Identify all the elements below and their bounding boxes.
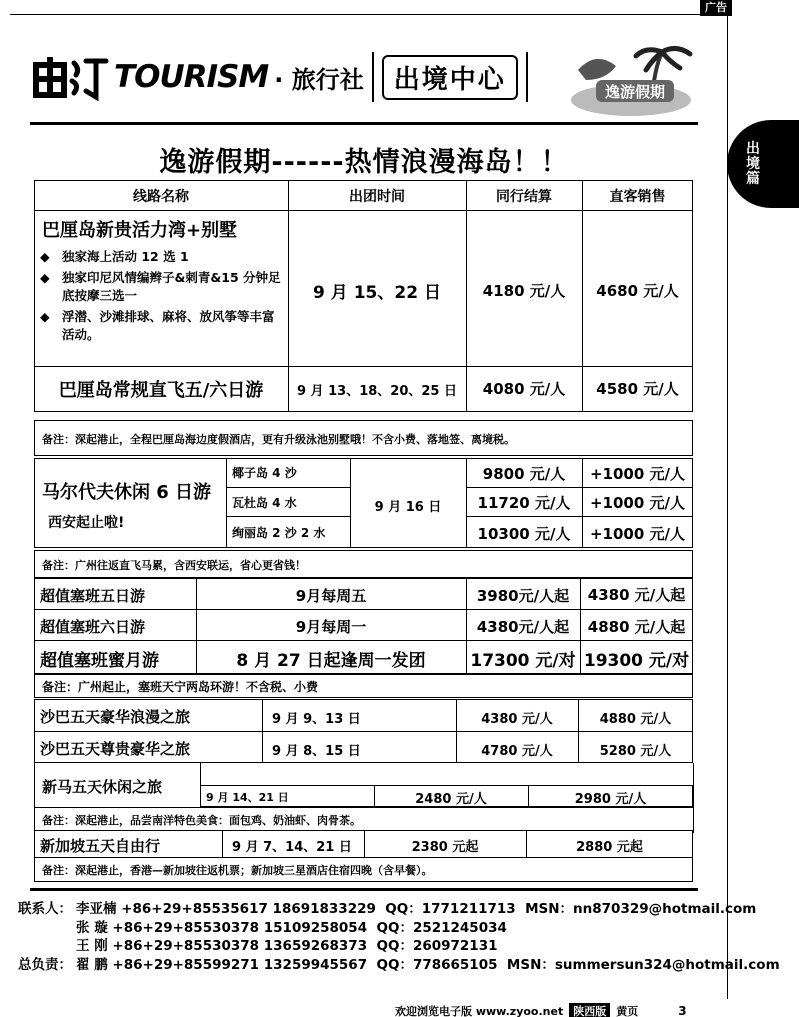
- contact-phone: +86+29+85530378 15109258054: [112, 919, 368, 936]
- rule: [34, 731, 693, 732]
- diamond-bullet-icon: ◆: [40, 309, 50, 324]
- maldives-island-retail: +1000 元/人: [589, 494, 686, 512]
- rule: [693, 763, 694, 833]
- rule: [222, 830, 223, 857]
- maldives-island-name: 椰子岛 4 沙: [232, 466, 297, 480]
- singapore-retail: 2880 元起: [576, 840, 643, 855]
- qujiang-calligraphy-logo: [30, 51, 110, 103]
- maldives-island-peer: 9800 元/人: [482, 465, 566, 483]
- rule: [34, 807, 693, 808]
- bali-regular-retail-price: 4580 元/人: [596, 380, 679, 398]
- brand-separator: [372, 52, 374, 102]
- rule: [262, 699, 263, 763]
- side-tab-char-3: 篇: [746, 171, 760, 187]
- rule: [200, 763, 201, 785]
- maldives-note: 备注：广州往返直飞马累，含西安联运，省心更省钱！: [42, 559, 306, 572]
- col-header-retail-price: 直客销售: [609, 189, 666, 205]
- side-tab-char-1: 出: [746, 141, 760, 157]
- footer-website[interactable]: 欢迎浏览电子版 www.zyoo.net: [395, 1005, 564, 1017]
- maldives-island-name: 瓦杜岛 4 水: [232, 496, 297, 510]
- brand-header: [30, 42, 536, 112]
- maldives-island-retail: +1000 元/人: [589, 525, 686, 543]
- contact-name: 王 刚: [76, 938, 108, 954]
- saipan-5day-date: 9月每周五: [295, 587, 367, 605]
- page-footer: [395, 1003, 687, 1017]
- contact-name: 翟 鹏: [76, 956, 108, 973]
- malaysia-retail: 2980 元/人: [574, 792, 647, 807]
- bali-regular-date: 9 月 13、18、20、25 日: [297, 384, 457, 399]
- bottom-rule: [30, 888, 698, 891]
- header-rule: [30, 122, 698, 125]
- ad-tag: 广告: [700, 0, 732, 16]
- saipan-note: 备注：广州起止，塞班天宁两岛环游！不含税、小费: [42, 680, 319, 694]
- contact-qq: QQ：2521245034: [376, 919, 507, 936]
- bali-vip-title: 巴厘岛新贵活力湾+别墅: [42, 220, 238, 241]
- contact-msn[interactable]: MSN：nn870329@hotmail.com: [525, 901, 757, 917]
- malaysia-title: 新马五天休闲之旅: [42, 778, 163, 796]
- saipan-6day-date: 9月每周一: [295, 618, 367, 636]
- diamond-bullet-icon: ◆: [40, 270, 50, 285]
- bullet-item: 独家海上活动 12 选 1: [62, 249, 189, 264]
- outbound-center-badge: 出境中心: [382, 55, 518, 100]
- rule: [466, 516, 693, 517]
- malaysia-peer: 2480 元/人: [415, 792, 487, 807]
- contact-qq: QQ：778665105: [376, 956, 498, 973]
- malaysia-note: 备注：深起港止，品尝南洋特色美食：面包鸡、奶油虾、肉骨茶。: [42, 814, 361, 827]
- saipan-5day-title: 超值塞班五日游: [40, 587, 146, 605]
- singapore-title: 新加坡五天自由行: [40, 837, 161, 855]
- maldives-island-retail: +1000 元/人: [589, 465, 686, 483]
- page-number: 3: [678, 1004, 687, 1017]
- diamond-bullet-icon: ◆: [40, 249, 50, 264]
- saipan-5day-retail: 4380 元/人起: [587, 586, 686, 604]
- contact-msn[interactable]: MSN：summersun324@hotmail.com: [506, 956, 780, 973]
- side-tab-char-2: 境: [746, 156, 760, 172]
- maldives-island-name: 绚丽岛 2 沙 2 水: [232, 526, 326, 540]
- bali-vip-bullets: [40, 248, 286, 344]
- brand-name: TOURISM: [114, 59, 269, 95]
- bali-note: 备注：深起港止，全程巴厘岛海边度假酒店，更有升级泳池别墅哦！不含小费、落地签、离境税。: [42, 433, 515, 446]
- singapore-date: 9 月 7、14、21 日: [232, 840, 352, 855]
- edition-tag: 陕西版: [569, 1003, 610, 1017]
- saipan-honeymoon-retail: 19300 元/对: [583, 651, 690, 671]
- saipan-6day-peer: 4380元/人起: [476, 618, 570, 636]
- svg-text:逸游假期: 逸游假期: [604, 83, 666, 101]
- contact-role: 总负责：: [18, 956, 72, 973]
- side-tab: [727, 120, 799, 208]
- rule: [34, 366, 693, 367]
- maldives-date: 9 月 16 日: [374, 500, 442, 515]
- saipan-honeymoon-date: 8 月 27 日起逢周一发团: [236, 651, 426, 671]
- saipan-6day-retail: 4880 元/人起: [587, 618, 686, 636]
- rule: [34, 857, 693, 858]
- rule: [226, 487, 350, 488]
- island-holiday-logo: [566, 40, 696, 120]
- bali-regular-title: 巴厘岛常规直飞五/六日游: [58, 380, 264, 401]
- saipan-honeymoon-title: 超值塞班蜜月游: [40, 651, 159, 671]
- brand-separator-2: [526, 52, 528, 102]
- singapore-peer: 2380 元起: [411, 840, 479, 855]
- contact-row: [18, 956, 780, 975]
- sabah-romantic-retail: 4880 元/人: [599, 712, 672, 727]
- contact-row: [18, 900, 780, 919]
- contact-name: 张 璇: [76, 919, 108, 936]
- bali-vip-peer-price: 4180 元/人: [482, 282, 566, 300]
- contact-row: [18, 919, 780, 938]
- singapore-note: 备注：深起港止，香港—新加坡往返机票；新加坡三星酒店住宿四晚（含早餐）。: [42, 864, 433, 877]
- bali-vip-date: 9 月 15、22 日: [313, 283, 441, 303]
- rule: [34, 640, 693, 641]
- page-headline: 逸游假期------热情浪漫海岛！！: [159, 147, 569, 178]
- sabah-romantic-peer: 4380 元/人: [481, 712, 553, 727]
- sabah-romantic-date: 9 月 9、13 日: [272, 712, 361, 727]
- saipan-honeymoon-peer: 17300 元/对: [470, 651, 576, 671]
- rule: [34, 763, 35, 833]
- contact-name: 李亚楠: [76, 901, 117, 917]
- bali-vip-retail-price: 4680 元/人: [596, 282, 679, 300]
- sabah-luxury-date: 9 月 8、15 日: [272, 744, 361, 759]
- sabah-luxury-title: 沙巴五天尊贵豪华之旅: [40, 740, 191, 758]
- rule: [466, 487, 693, 488]
- bali-regular-peer-price: 4080 元/人: [482, 380, 566, 398]
- maldives-subtitle: 西安起止啦!: [48, 515, 125, 531]
- bullet-item: 独家印尼风情编辫子&刺青&15 分钟足底按摩三选一: [62, 270, 281, 303]
- rule: [34, 609, 693, 610]
- contact-phone: +86+29+85535617 18691833229: [121, 901, 376, 917]
- contact-phone: +86+29+85599271 13259945567: [112, 956, 368, 973]
- footer-section: 黄页: [616, 1005, 639, 1017]
- maldives-island-peer: 11720 元/人: [477, 494, 571, 512]
- contact-role: 联系人：: [18, 901, 72, 917]
- sabah-luxury-retail: 5280 元/人: [599, 744, 672, 759]
- contact-qq: QQ：260972131: [376, 938, 498, 954]
- sabah-romantic-title: 沙巴五天豪华浪漫之旅: [40, 708, 191, 726]
- col-header-route: 线路名称: [133, 189, 189, 205]
- contact-phone: +86+29+85530378 13659268373: [112, 938, 368, 954]
- sabah-luxury-peer: 4780 元/人: [481, 744, 553, 759]
- saipan-6day-title: 超值塞班六日游: [40, 618, 146, 636]
- maldives-title: 马尔代夫休闲 6 日游: [42, 482, 212, 503]
- contact-row: [18, 937, 780, 956]
- col-header-peer-price: 同行结算: [496, 189, 552, 205]
- saipan-5day-peer: 3980元/人起: [476, 587, 570, 605]
- rule: [34, 210, 693, 211]
- bullet-item: 浮潜、沙滩排球、麻将、放风筝等丰富活动。: [62, 309, 275, 342]
- brand-agency: · 旅行社: [274, 65, 364, 94]
- col-header-date: 出团时间: [349, 189, 405, 205]
- malaysia-date: 9 月 14、21 日: [206, 791, 289, 804]
- contact-list: [18, 900, 780, 974]
- contact-qq: QQ：1771211713: [385, 901, 516, 917]
- rule: [226, 516, 350, 517]
- maldives-island-peer: 10300 元/人: [477, 525, 571, 543]
- rule: [226, 458, 227, 548]
